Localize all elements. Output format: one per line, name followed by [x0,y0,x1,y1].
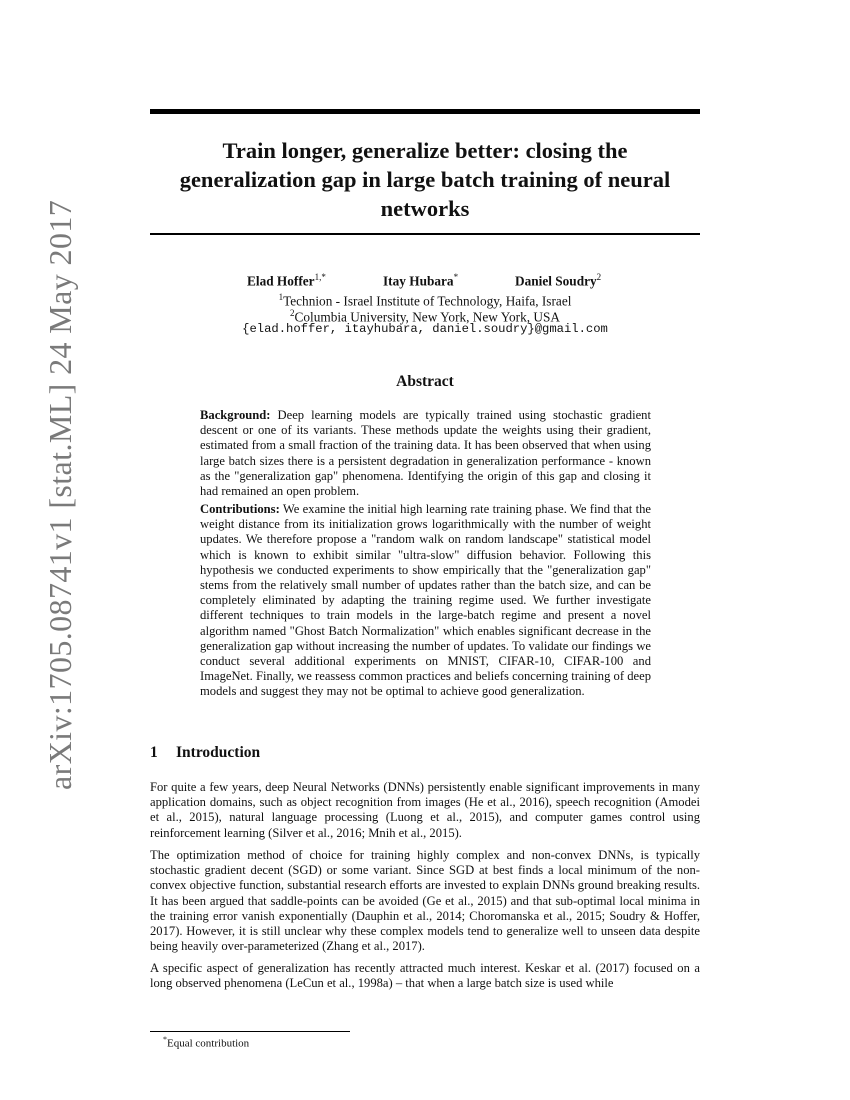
arxiv-sidebar-stamp: arXiv:1705.08741v1 [stat.ML] 24 May 2017 [42,199,78,790]
author-3: Daniel Soudry$^2$ [515,272,602,289]
abstract-heading: Abstract [396,373,454,390]
paper-title [150,136,700,223]
title-top-rule [150,109,700,114]
affiliation-2: $^2$Columbia University, New York, New York, USA [290,308,560,325]
intro-paragraph-2: The optimization method of choice for training highly complex and non-convex DNNs, is typically stochastic gradient decent (SGD) or some variant. Since SGD at best finds a local minimum of the non-convex objective function, substantial research efforts are invested to explain DNNs ground breaking results. It has been argued that saddle-points can be avoided (Ge et al., 2015) and that sub-optimal local minima in the training error vanish exponentially (Dauphin et al., 2014; Choromanska et al., 2015; Soudry & Hoffer, 2017). However, it is still unclear why these complex models tend to generalize well to unseen data despite being heavily over-parameterized (Zhang et al., 2017). [150,848,700,954]
footnote: *Equal contribution [163,1035,250,1050]
background-label: Background: [200,408,271,422]
contributions-label: Contributions: [200,502,280,516]
title-line-1: Train longer, generalize better: closing the [222,138,628,163]
intro-paragraph-1: For quite a few years, deep Neural Networks (DNNs) persistently enable significant improvements in many application domains, such as object recognition from images (He et al., 2016), speech recognition (Amodei et al., 2015), natural language processing (Luong et al., 2015), and computer games control using reinforcement learning (Silver et al., 2016; Mnih et al., 2015). [150,780,700,840]
author-emails: {elad.hoffer, itayhubara, daniel.soudry}@gmail.com [242,322,608,336]
section-heading: 1 Introduction [150,744,261,761]
abstract-contributions: Contributions: We examine the initial high learning rate training phase. We find that the weight distance from its initialization grows logarithmically with the number of weight updates. We therefore propose a "random walk on random landscape" statistical model which is known to exhibit similar "ultra-slow" diffusion behavior. Following this hypothesis we conducted experiments to show empirically that the "generalization gap" stems from the relatively small number of updates rather than the batch size, and can be completely eliminated by adapting the training regime used. We further investigate different techniques to train models in the large-batch regime and present a novel algorithm named "Ghost Batch Normalization" which enables significant decrease in the generalization gap without increasing the number of updates. To validate our findings we conduct several additional experiments on MNIST, CIFAR-10, CIFAR-100 and ImageNet. Finally, we reassess common practices and beliefs concerning training of deep models and suggest they may not be optimal to achieve good generalization. [200,502,651,699]
intro-paragraph-3: A specific aspect of generalization has recently attracted much interest. Keskar et al. (2017) focused on a long observed phenomena (LeCun et al., 1998a) – that when a large batch size is used while [150,961,700,991]
affiliation-1: $^1$Technion - Israel Institute of Technology, Haifa, Israel [278,292,572,309]
author-2: Itay Hubara* [383,272,459,289]
footnote-rule [150,1031,350,1032]
title-line-3: networks [380,196,470,221]
author-1: Elad Hoffer$^{1,*}$ [247,272,326,289]
abstract-background: Background: Deep learning models are typically trained using stochastic gradient descent or one of its variants. These methods update the weights using their gradient, estimated from a small fraction of the training data. It has been observed that when using large batch sizes there is a persistent degradation in generalization performance - known as the "generalization gap" phenomena. Identifying the origin of this gap and closing it had remained an open problem. [200,408,651,499]
title-bottom-rule [150,233,700,235]
title-line-2: generalization gap in large batch training of neural [179,167,671,192]
